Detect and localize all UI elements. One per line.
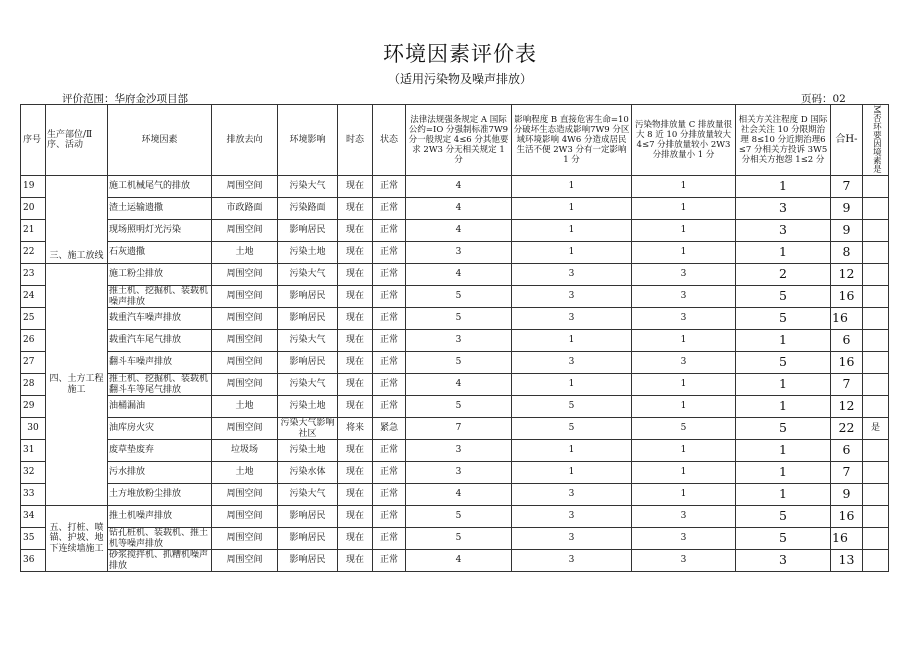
row-seq: 29 bbox=[21, 396, 46, 418]
table-row bbox=[21, 418, 889, 440]
row-group-label: 三、施工放线 bbox=[46, 176, 108, 264]
cell-b: 3 bbox=[512, 264, 632, 286]
cell-state: 正常 bbox=[373, 264, 406, 286]
cell-discharge: 周围空间 bbox=[212, 264, 278, 286]
cell-c: 1 bbox=[632, 242, 736, 264]
cell-d: 5 bbox=[736, 528, 831, 550]
cell-a: 5 bbox=[406, 352, 512, 374]
cell-total: 16 bbox=[831, 528, 863, 550]
cell-impact: 污染大气 bbox=[278, 176, 338, 198]
cell-tense: 现在 bbox=[338, 286, 373, 308]
cell-total: 7 bbox=[831, 462, 863, 484]
header-state: 状态 bbox=[373, 105, 406, 176]
cell-sig bbox=[863, 528, 889, 550]
cell-discharge: 周围空间 bbox=[212, 308, 278, 330]
cell-total: 13 bbox=[831, 550, 863, 572]
cell-factor: 钻孔桩机、装载机、推土机等噪声排放 bbox=[108, 528, 212, 550]
header-impact: 环境影响 bbox=[278, 105, 338, 176]
cell-state: 正常 bbox=[373, 220, 406, 242]
table-row bbox=[21, 242, 889, 264]
cell-factor: 现场照明灯光污染 bbox=[108, 220, 212, 242]
cell-total: 6 bbox=[831, 440, 863, 462]
cell-b: 1 bbox=[512, 462, 632, 484]
cell-factor: 翻斗车噪声排放 bbox=[108, 352, 212, 374]
cell-c: 3 bbox=[632, 506, 736, 528]
cell-tense: 现在 bbox=[338, 396, 373, 418]
cell-d: 3 bbox=[736, 198, 831, 220]
cell-c: 1 bbox=[632, 396, 736, 418]
cell-impact: 影响居民 bbox=[278, 308, 338, 330]
cell-b: 1 bbox=[512, 374, 632, 396]
cell-factor: 推土机噪声排放 bbox=[108, 506, 212, 528]
cell-total: 12 bbox=[831, 264, 863, 286]
header-criterion-b: 影响程度 B 直接危害生命=10 分破坏生态造成影响7W9 分区域环境影响 4W6 分造成居民生活不便 2W3 分有一定影响 1 分 bbox=[512, 105, 632, 176]
cell-state: 正常 bbox=[373, 528, 406, 550]
cell-total: 22 bbox=[831, 418, 863, 440]
cell-c: 1 bbox=[632, 462, 736, 484]
cell-a: 5 bbox=[406, 506, 512, 528]
cell-sig bbox=[863, 264, 889, 286]
cell-factor: 推土机、挖掘机、装载机噪声排放 bbox=[108, 286, 212, 308]
cell-tense: 现在 bbox=[338, 220, 373, 242]
cell-discharge: 周围空间 bbox=[212, 484, 278, 506]
cell-c: 3 bbox=[632, 264, 736, 286]
cell-b: 1 bbox=[512, 198, 632, 220]
row-group-label: 五、打桩、喷锚、护坡、地下连续墙施工 bbox=[46, 506, 108, 572]
row-seq: 36 bbox=[21, 550, 46, 572]
header-significance: M否环要因境素是 bbox=[863, 105, 889, 176]
cell-a: 3 bbox=[406, 242, 512, 264]
cell-factor: 渣土运输遗撒 bbox=[108, 198, 212, 220]
cell-c: 1 bbox=[632, 176, 736, 198]
cell-tense: 现在 bbox=[338, 242, 373, 264]
row-seq: 33 bbox=[21, 484, 46, 506]
cell-impact: 污染路面 bbox=[278, 198, 338, 220]
cell-state: 正常 bbox=[373, 308, 406, 330]
cell-d: 1 bbox=[736, 330, 831, 352]
header-tense: 时态 bbox=[338, 105, 373, 176]
row-seq: 30 bbox=[21, 418, 46, 440]
cell-b: 3 bbox=[512, 308, 632, 330]
cell-b: 1 bbox=[512, 330, 632, 352]
cell-tense: 现在 bbox=[338, 308, 373, 330]
cell-c: 1 bbox=[632, 220, 736, 242]
row-seq: 31 bbox=[21, 440, 46, 462]
table-row bbox=[21, 220, 889, 242]
cell-discharge: 土地 bbox=[212, 242, 278, 264]
table-row bbox=[21, 506, 889, 528]
cell-sig bbox=[863, 550, 889, 572]
cell-state: 正常 bbox=[373, 396, 406, 418]
cell-tense: 现在 bbox=[338, 484, 373, 506]
cell-factor: 废草垫废弃 bbox=[108, 440, 212, 462]
cell-d: 5 bbox=[736, 308, 831, 330]
cell-total: 9 bbox=[831, 198, 863, 220]
cell-tense: 现在 bbox=[338, 264, 373, 286]
cell-b: 3 bbox=[512, 286, 632, 308]
cell-b: 1 bbox=[512, 176, 632, 198]
cell-a: 4 bbox=[406, 264, 512, 286]
cell-total: 9 bbox=[831, 484, 863, 506]
cell-state: 正常 bbox=[373, 176, 406, 198]
cell-d: 3 bbox=[736, 550, 831, 572]
table-row bbox=[21, 264, 889, 286]
cell-total: 16 bbox=[831, 352, 863, 374]
cell-state: 正常 bbox=[373, 198, 406, 220]
cell-tense: 现在 bbox=[338, 176, 373, 198]
row-seq: 27 bbox=[21, 352, 46, 374]
cell-impact: 污染土地 bbox=[278, 396, 338, 418]
cell-total: 8 bbox=[831, 242, 863, 264]
cell-a: 5 bbox=[406, 528, 512, 550]
cell-discharge: 周围空间 bbox=[212, 220, 278, 242]
cell-a: 3 bbox=[406, 440, 512, 462]
cell-a: 4 bbox=[406, 550, 512, 572]
cell-c: 1 bbox=[632, 374, 736, 396]
cell-sig bbox=[863, 220, 889, 242]
table-row bbox=[21, 286, 889, 308]
cell-state: 正常 bbox=[373, 550, 406, 572]
cell-sig bbox=[863, 352, 889, 374]
row-seq: 34 bbox=[21, 506, 46, 528]
cell-sig bbox=[863, 506, 889, 528]
cell-state: 正常 bbox=[373, 462, 406, 484]
table-header-row bbox=[21, 105, 889, 176]
cell-d: 1 bbox=[736, 440, 831, 462]
cell-impact: 污染大气 bbox=[278, 264, 338, 286]
cell-a: 4 bbox=[406, 198, 512, 220]
table-row bbox=[21, 550, 889, 572]
cell-impact: 影响居民 bbox=[278, 352, 338, 374]
cell-d: 2 bbox=[736, 264, 831, 286]
cell-factor: 载重汽车尾气排放 bbox=[108, 330, 212, 352]
cell-c: 3 bbox=[632, 308, 736, 330]
row-seq: 22 bbox=[21, 242, 46, 264]
cell-total: 6 bbox=[831, 330, 863, 352]
cell-total: 16 bbox=[831, 286, 863, 308]
cell-total: 16 bbox=[831, 506, 863, 528]
row-seq: 21 bbox=[21, 220, 46, 242]
cell-state: 正常 bbox=[373, 374, 406, 396]
cell-impact: 污染土地 bbox=[278, 242, 338, 264]
cell-d: 5 bbox=[736, 286, 831, 308]
cell-sig bbox=[863, 440, 889, 462]
cell-c: 1 bbox=[632, 484, 736, 506]
cell-total: 9 bbox=[831, 220, 863, 242]
cell-c: 3 bbox=[632, 528, 736, 550]
cell-sig bbox=[863, 462, 889, 484]
cell-factor: 载重汽车噪声排放 bbox=[108, 308, 212, 330]
cell-sig bbox=[863, 330, 889, 352]
cell-a: 7 bbox=[406, 418, 512, 440]
cell-impact: 污染水体 bbox=[278, 462, 338, 484]
cell-discharge: 周围空间 bbox=[212, 528, 278, 550]
cell-impact: 污染大气 bbox=[278, 484, 338, 506]
cell-impact: 影响居民 bbox=[278, 528, 338, 550]
row-seq: 32 bbox=[21, 462, 46, 484]
cell-total: 7 bbox=[831, 176, 863, 198]
row-seq: 20 bbox=[21, 198, 46, 220]
cell-state: 正常 bbox=[373, 352, 406, 374]
cell-total: 12 bbox=[831, 396, 863, 418]
cell-b: 3 bbox=[512, 550, 632, 572]
table-row bbox=[21, 308, 889, 330]
cell-c: 3 bbox=[632, 352, 736, 374]
cell-c: 5 bbox=[632, 418, 736, 440]
cell-d: 1 bbox=[736, 396, 831, 418]
cell-discharge: 周围空间 bbox=[212, 286, 278, 308]
cell-tense: 现在 bbox=[338, 198, 373, 220]
table-row bbox=[21, 462, 889, 484]
cell-sig bbox=[863, 396, 889, 418]
cell-b: 1 bbox=[512, 440, 632, 462]
cell-d: 5 bbox=[736, 418, 831, 440]
cell-discharge: 周围空间 bbox=[212, 418, 278, 440]
cell-total: 7 bbox=[831, 374, 863, 396]
cell-discharge: 周围空间 bbox=[212, 374, 278, 396]
cell-factor: 施工机械尾气的排放 bbox=[108, 176, 212, 198]
table-body bbox=[21, 176, 889, 572]
cell-d: 1 bbox=[736, 484, 831, 506]
cell-b: 1 bbox=[512, 242, 632, 264]
cell-d: 1 bbox=[736, 374, 831, 396]
row-seq: 23 bbox=[21, 264, 46, 286]
cell-a: 4 bbox=[406, 374, 512, 396]
cell-sig bbox=[863, 198, 889, 220]
evaluation-table bbox=[20, 104, 889, 572]
row-seq: 24 bbox=[21, 286, 46, 308]
cell-tense: 现在 bbox=[338, 330, 373, 352]
cell-factor: 污水排放 bbox=[108, 462, 212, 484]
cell-a: 5 bbox=[406, 286, 512, 308]
header-total: 合H- bbox=[831, 105, 863, 176]
row-seq: 25 bbox=[21, 308, 46, 330]
cell-a: 4 bbox=[406, 176, 512, 198]
cell-c: 3 bbox=[632, 550, 736, 572]
cell-discharge: 周围空间 bbox=[212, 176, 278, 198]
table-row bbox=[21, 330, 889, 352]
header-criterion-a: 法律法规强条规定 A 国际公约=IO 分强制标准7W9 分一般规定 4≤6 分其他要求 2W3 分无相关规定 1 分 bbox=[406, 105, 512, 176]
cell-impact: 污染大气 bbox=[278, 374, 338, 396]
cell-tense: 将来 bbox=[338, 418, 373, 440]
cell-c: 3 bbox=[632, 286, 736, 308]
table-row bbox=[21, 396, 889, 418]
header-dept: 生产部位/Ⅱ序、活动 bbox=[46, 105, 108, 176]
cell-b: 3 bbox=[512, 528, 632, 550]
cell-impact: 影响居民 bbox=[278, 220, 338, 242]
row-seq: 35 bbox=[21, 528, 46, 550]
cell-discharge: 垃圾场 bbox=[212, 440, 278, 462]
cell-discharge: 周围空间 bbox=[212, 506, 278, 528]
table-row bbox=[21, 374, 889, 396]
table-row bbox=[21, 198, 889, 220]
cell-factor: 油库房火灾 bbox=[108, 418, 212, 440]
cell-factor: 油桶漏油 bbox=[108, 396, 212, 418]
cell-d: 1 bbox=[736, 176, 831, 198]
cell-tense: 现在 bbox=[338, 374, 373, 396]
cell-b: 3 bbox=[512, 352, 632, 374]
cell-d: 3 bbox=[736, 220, 831, 242]
cell-tense: 现在 bbox=[338, 550, 373, 572]
cell-b: 3 bbox=[512, 506, 632, 528]
cell-d: 5 bbox=[736, 352, 831, 374]
table-row bbox=[21, 484, 889, 506]
cell-discharge: 周围空间 bbox=[212, 352, 278, 374]
cell-tense: 现在 bbox=[338, 352, 373, 374]
cell-b: 3 bbox=[512, 484, 632, 506]
cell-state: 紧急 bbox=[373, 418, 406, 440]
cell-factor: 砂浆搅拌机、抓糟机噪声排放 bbox=[108, 550, 212, 572]
cell-factor: 石灰遗撒 bbox=[108, 242, 212, 264]
page-number: 页码：02 bbox=[801, 93, 846, 105]
header-seq: 序号 bbox=[21, 105, 46, 176]
cell-sig bbox=[863, 286, 889, 308]
cell-c: 1 bbox=[632, 330, 736, 352]
cell-factor: 施工粉尘排放 bbox=[108, 264, 212, 286]
cell-a: 5 bbox=[406, 308, 512, 330]
cell-b: 5 bbox=[512, 418, 632, 440]
cell-sig bbox=[863, 176, 889, 198]
cell-d: 5 bbox=[736, 506, 831, 528]
header-discharge: 排放去向 bbox=[212, 105, 278, 176]
table-row bbox=[21, 528, 889, 550]
page-title: 环境因素评价表 bbox=[383, 42, 537, 66]
cell-d: 1 bbox=[736, 462, 831, 484]
cell-sig bbox=[863, 374, 889, 396]
cell-a: 5 bbox=[406, 396, 512, 418]
cell-sig bbox=[863, 308, 889, 330]
cell-sig bbox=[863, 484, 889, 506]
header-factor: 环境因素 bbox=[108, 105, 212, 176]
cell-impact: 影响居民 bbox=[278, 550, 338, 572]
header-criterion-d: 相关方关注程度 D 国际社会关注 10 分限期治理 8≤10 分近期治理6≤7 分相关方投诉 3W5 分相关方抱怨 1≤2 分 bbox=[736, 105, 831, 176]
cell-a: 3 bbox=[406, 330, 512, 352]
cell-discharge: 土地 bbox=[212, 462, 278, 484]
cell-state: 正常 bbox=[373, 484, 406, 506]
cell-sig: 是 bbox=[863, 418, 889, 440]
cell-impact: 影响居民 bbox=[278, 506, 338, 528]
cell-tense: 现在 bbox=[338, 528, 373, 550]
cell-a: 4 bbox=[406, 484, 512, 506]
cell-impact: 污染大气影响社区 bbox=[278, 418, 338, 440]
cell-b: 1 bbox=[512, 220, 632, 242]
cell-sig bbox=[863, 242, 889, 264]
cell-state: 正常 bbox=[373, 286, 406, 308]
cell-c: 1 bbox=[632, 440, 736, 462]
header-criterion-c: 污染物排放量 C 排放量很大 8 近 10 分排放量较大 4≤7 分排放量较小 2W3 分排放量小 1 分 bbox=[632, 105, 736, 176]
row-seq: 19 bbox=[21, 176, 46, 198]
row-seq: 28 bbox=[21, 374, 46, 396]
table-row bbox=[21, 352, 889, 374]
cell-a: 3 bbox=[406, 462, 512, 484]
cell-tense: 现在 bbox=[338, 440, 373, 462]
table-row bbox=[21, 176, 889, 198]
cell-factor: 推土机、挖掘机、装载机翻斗车等尾气排放 bbox=[108, 374, 212, 396]
cell-b: 5 bbox=[512, 396, 632, 418]
cell-tense: 现在 bbox=[338, 462, 373, 484]
cell-c: 1 bbox=[632, 198, 736, 220]
cell-a: 4 bbox=[406, 220, 512, 242]
cell-state: 正常 bbox=[373, 440, 406, 462]
cell-tense: 现在 bbox=[338, 506, 373, 528]
cell-discharge: 周围空间 bbox=[212, 550, 278, 572]
row-group-label: 四、土方工程施工 bbox=[46, 264, 108, 506]
cell-state: 正常 bbox=[373, 506, 406, 528]
cell-impact: 污染大气 bbox=[278, 330, 338, 352]
cell-factor: 土方堆放粉尘排放 bbox=[108, 484, 212, 506]
cell-state: 正常 bbox=[373, 330, 406, 352]
cell-impact: 污染土地 bbox=[278, 440, 338, 462]
row-seq: 26 bbox=[21, 330, 46, 352]
cell-total: 16 bbox=[831, 308, 863, 330]
evaluation-scope: 评价范围：华府金沙项目部 bbox=[62, 93, 188, 105]
page-subtitle: （适用污染物及噪声排放） bbox=[387, 72, 532, 86]
cell-discharge: 土地 bbox=[212, 396, 278, 418]
cell-impact: 影响居民 bbox=[278, 286, 338, 308]
table-row bbox=[21, 440, 889, 462]
cell-discharge: 周围空间 bbox=[212, 330, 278, 352]
cell-d: 1 bbox=[736, 242, 831, 264]
cell-discharge: 市政路面 bbox=[212, 198, 278, 220]
cell-state: 正常 bbox=[373, 242, 406, 264]
